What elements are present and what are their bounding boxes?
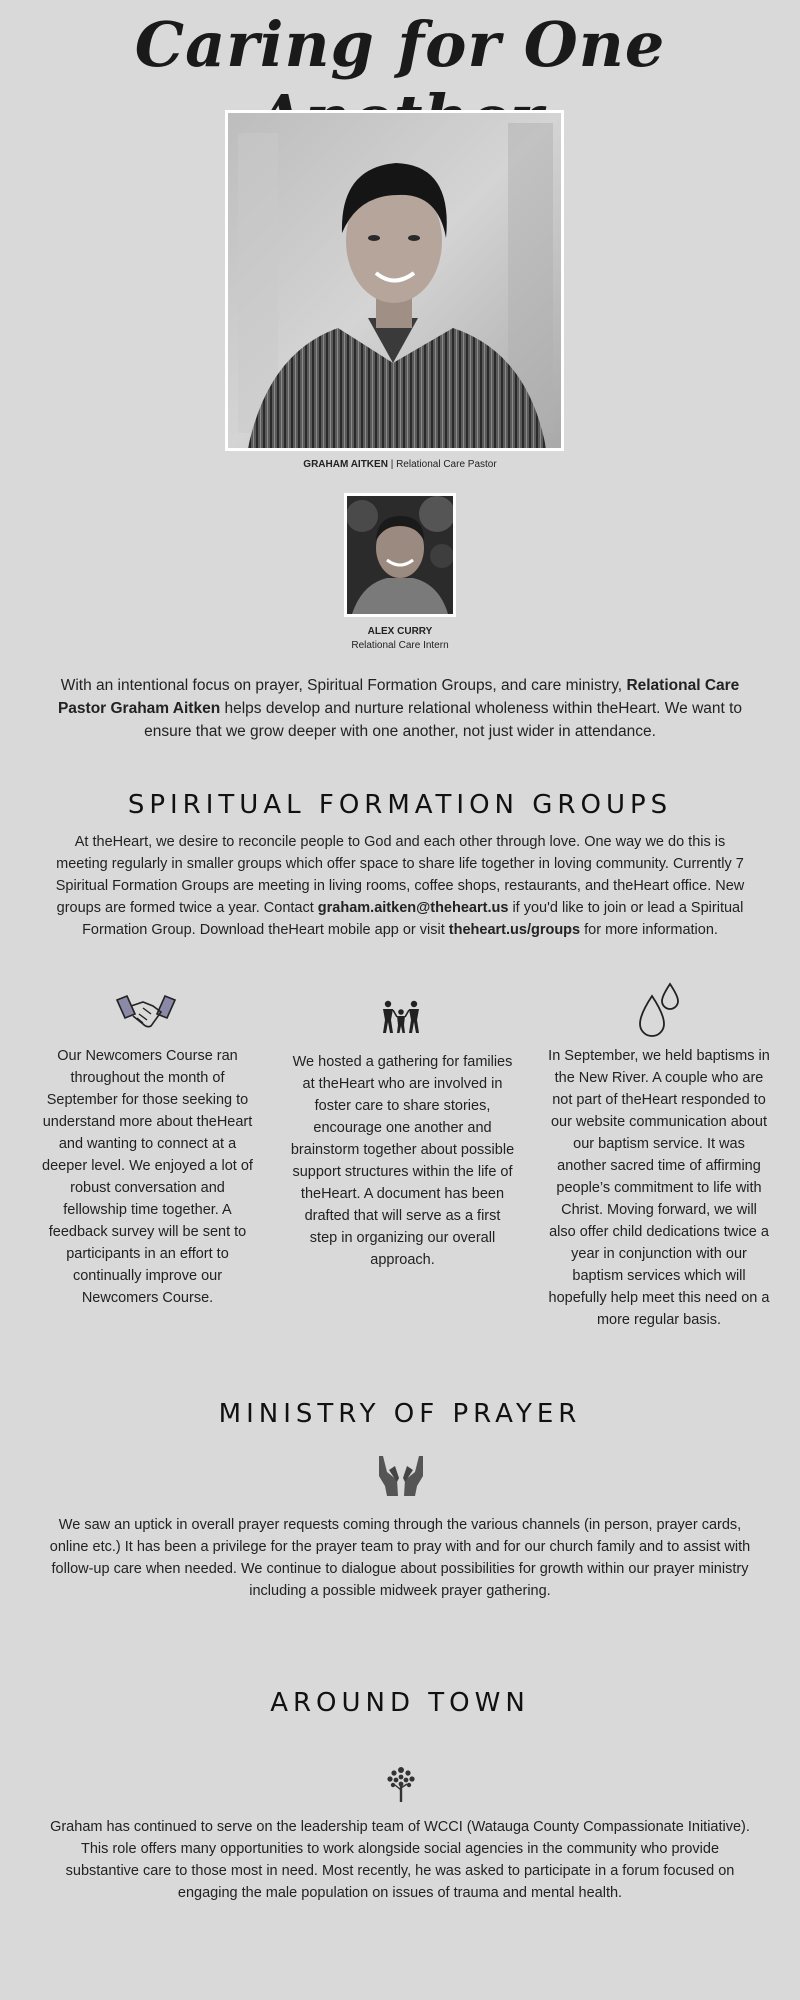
praying-hands-icon — [377, 1452, 425, 1498]
graham-caption — [0, 459, 800, 470]
contact-email-link[interactable]: graham.aitken@theheart.us — [317, 900, 509, 916]
tree-icon — [383, 1764, 419, 1804]
sfg-text-2: if you'd like to join or lead a Spiritual Formation Group. Download theHeart mobile app or visit — [82, 900, 744, 938]
staff-name: ALEX CURRY — [367, 626, 433, 637]
around-town-paragraph: Graham has continued to serve on the leadership team of WCCI (Watauga County Compassionate Initiative). This role offers many opportunities to work alongside social agencies in the community who provide substantive care to those most in need. Most recently, he was asked to participate in a forum focused on engaging the male population on issues of trauma and mental health. — [50, 1819, 750, 1901]
intro-highlight: Relational Care Pastor Graham Aitken — [57, 677, 740, 717]
baptism-text: In September, we held baptisms in the New River. A couple who are not part of theHeart responded to our website communication about our baptism service. It was another sacred time of affirming people’s commitment to life with Christ. Moving forward, we will also offer child dedications twice a year in conjunction with our baptism services which will hopefully help meet this need on a more regular basis. — [548, 1048, 770, 1328]
staff-name: GRAHAM AITKEN — [303, 459, 388, 470]
newcomers-course-text: Our Newcomers Course ran throughout the month of September for those seeking to understand more about theHeart and wanting to connect at a deeper level. We enjoyed a lot of robust conversation and fellowship time together. A feedback survey will be sent to participants in an effort to continually improve our Newcomers Course. — [42, 1048, 253, 1306]
alex-curry-photo — [344, 493, 456, 617]
page-title: Caring for One — [134, 8, 666, 81]
caption-separator: | — [387, 459, 397, 470]
intro-text-end: helps develop and nurture relational wholeness within theHeart. We want to ensure that we grow deeper with one another, not just wider in attendance. — [144, 700, 743, 740]
section-title-spiritual-formation: SPIRITUAL FORMATION GROUPS — [127, 790, 673, 820]
graham-aitken-photo — [225, 110, 564, 451]
groups-link[interactable]: theheart.us/groups — [448, 922, 581, 938]
section-title-prayer: MINISTRY OF PRAYER — [218, 1399, 582, 1429]
alex-role-caption: Relational Care Intern — [351, 640, 449, 651]
handshake-icon — [113, 992, 179, 1032]
intro-paragraph — [40, 674, 760, 743]
staff-role: Relational Care Pastor — [396, 459, 497, 470]
family-icon — [380, 1000, 422, 1034]
prayer-paragraph: We saw an uptick in overall prayer requests coming through the various channels (in person, prayer cards, online etc.) It has been a privilege for the prayer team to pray with and for our church family and to assist with follow-up care when needed. We continue to dialogue about possibilities for growth within our prayer ministry including a possible midweek prayer gathering. — [49, 1517, 751, 1599]
alex-name-caption — [0, 626, 800, 637]
spiritual-formation-paragraph — [55, 831, 745, 941]
intro-text: With an intentional focus on prayer, Spiritual Formation Groups, and care ministry, — [60, 677, 627, 694]
section-title-around-town: AROUND TOWN — [270, 1688, 530, 1718]
sfg-text: At theHeart, we desire to reconcile people to God and each other through love. One way we do this is meeting regularly in smaller groups which offer space to share life together in loving community. Currently 7 Spiritual Formation Groups are meeting in living rooms, coffee shops, restaurants, and theHeart office. New groups are formed twice a year. Contact — [55, 834, 745, 916]
water-drops-icon — [636, 982, 682, 1038]
sfg-text-3: for more information. — [580, 922, 718, 938]
foster-care-text: We hosted a gathering for families at theHeart who are involved in foster care to share stories, encourage one another and brainstorm together about possible support structures within the life of theHeart. A document has been drafted that will serve as a first step in organizing our overall approach. — [290, 1054, 515, 1268]
